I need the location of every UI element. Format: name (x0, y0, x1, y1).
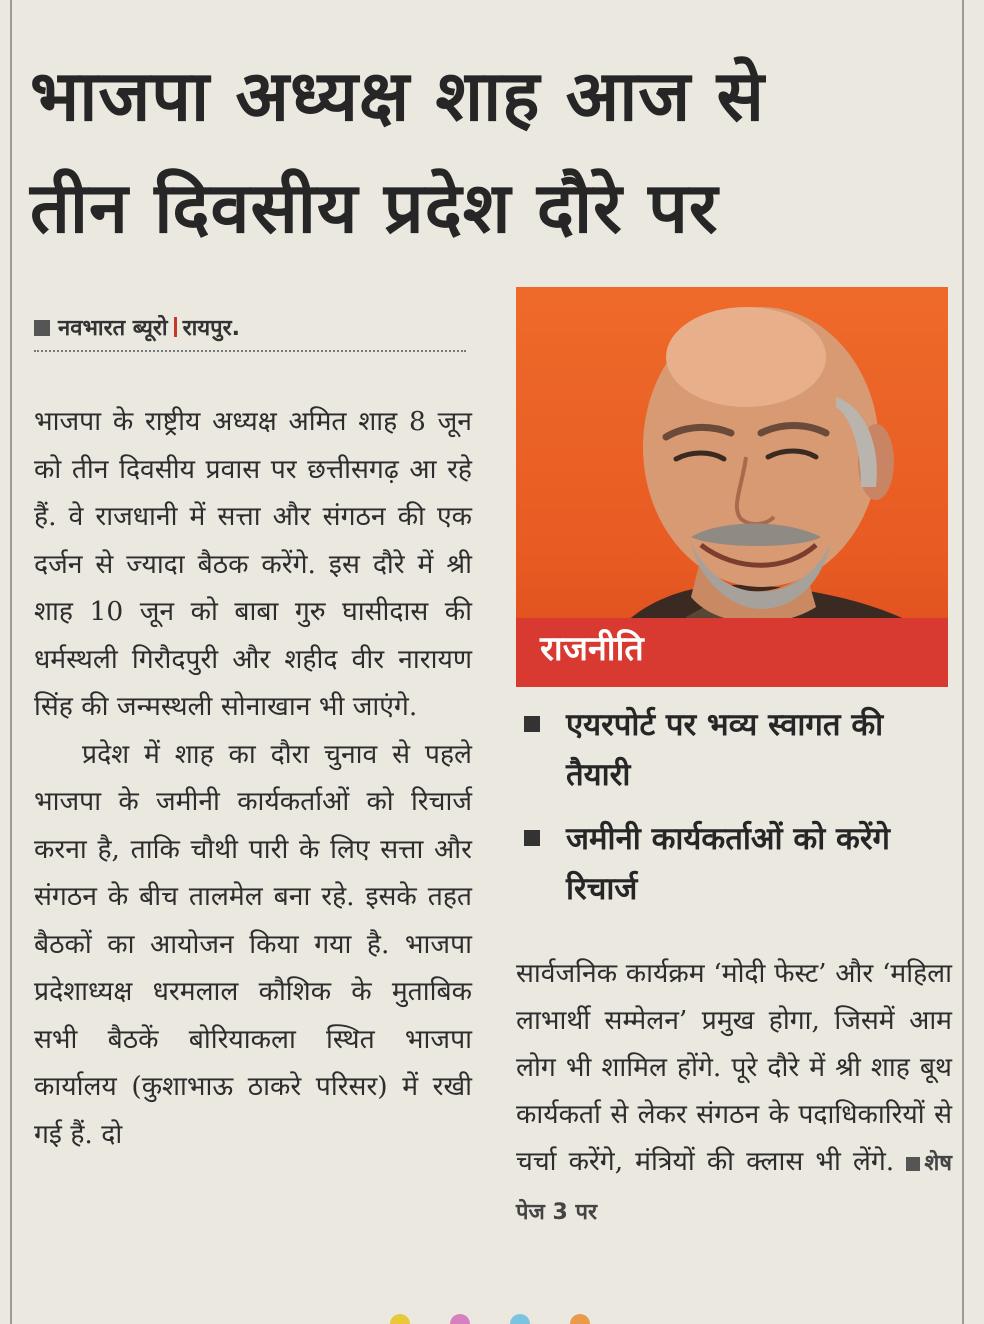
highlights-list (520, 700, 950, 928)
continued-square-icon (906, 1157, 920, 1171)
section-rubric (516, 618, 948, 687)
article-body-right (516, 950, 952, 1236)
column-rule-right (962, 0, 964, 1324)
article-paragraph-3 (516, 950, 952, 1236)
article-paragraph-3-text: सार्वजनिक कार्यक्रम ‘मोदी फेस्ट’ और ‘महिला लाभार्थी सम्मेलन’ प्रमुख होगा, जिसमें आम लोग भी शामिल होंगे. पूरे दौरे में श्री शाह बूथ कार्यकर्ता से लेकर संगठन के पदाधिकारियों से चर्चा करेंगे, मंत्रियों की क्लास भी लेंगे. (516, 958, 952, 1177)
byline-square-icon (34, 320, 50, 336)
highlight-text: जमीनी कार्यकर्ताओं को करेंगे रिचार्ज (566, 821, 890, 907)
headline-line-2: तीन दिवसीय प्रदेश दौरे पर (30, 167, 719, 249)
page-edge-dots (380, 1310, 640, 1324)
article-body-left (34, 398, 472, 1158)
highlight-text: एयरपोर्ट पर भव्य स्वागत की तैयारी (566, 707, 884, 793)
byline-source: नवभारत ब्यूरो (58, 316, 168, 341)
continued-text: शेष पेज 3 पर (516, 1151, 952, 1225)
byline-place: रायपुर. (182, 316, 240, 341)
rubric-label: राजनीति (540, 629, 644, 669)
highlight-item (520, 700, 950, 800)
column-rule-left (10, 0, 12, 1324)
highlight-item (520, 814, 950, 914)
headline-line-1: भाजपा अध्यक्ष शाह आज से (30, 55, 765, 137)
byline (34, 312, 466, 352)
square-bullet-icon (524, 830, 540, 846)
article-paragraph-1: भाजपा के राष्ट्रीय अध्यक्ष अमित शाह 8 जून को तीन दिवसीय प्रवास पर छत्तीसगढ़ आ रहे हैं. वे राजधानी में सत्ता और संगठन की एक दर्जन से ज्यादा बैठक करेंगे. इस दौरे में श्री शाह 10 जून को बाबा गुरु घासीदास की धर्मस्थली गिरौदपुरी और शहीद वीर नारायण सिंह की जन्मस्थली सोनाखान भी जाएंगे. (34, 406, 472, 722)
square-bullet-icon (524, 716, 540, 732)
byline-divider (174, 317, 177, 337)
headline (30, 40, 950, 264)
article-paragraph-2: प्रदेश में शाह का दौरा चुनाव से पहले भाजपा के जमीनी कार्यकर्ताओं को रिचार्ज करना है, ताकि चौथी पारी के लिए सत्ता और संगठन के बीच तालमेल बना रहे. इसके तहत बैठकों का आयोजन किया गया है. भाजपा प्रदेशाध्यक्ष धरमलाल कौशिक के मुताबिक सभी बैठकें बोरियाकला स्थित भाजपा कार्यालय (कुशाभाऊ ठाकरे परिसर) में रखी गई हैं. दो (34, 738, 472, 1150)
